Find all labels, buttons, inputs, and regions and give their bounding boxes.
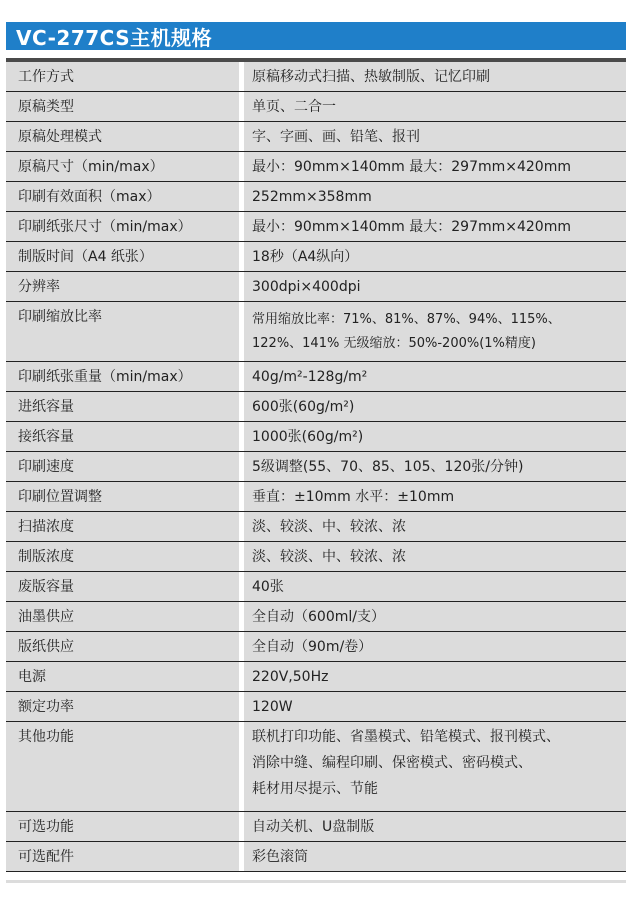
spec-value [244, 662, 626, 691]
spec-value-line: 耗材用尽提示、节能 [252, 781, 378, 797]
spec-table [6, 58, 626, 872]
spec-value [244, 122, 626, 151]
spec-row [6, 272, 626, 302]
spec-value-line: 120W [252, 699, 293, 715]
spec-label: 印刷纸张尺寸（min/max） [6, 212, 239, 241]
spec-value [244, 572, 626, 601]
spec-label: 印刷位置调整 [6, 482, 239, 511]
spec-value [244, 242, 626, 271]
spec-value-line: 252mm×358mm [252, 189, 372, 205]
spec-row [6, 62, 626, 92]
spec-label: 其他功能 [6, 722, 239, 811]
spec-row [6, 542, 626, 572]
spec-value [244, 452, 626, 481]
spec-label: 额定功率 [6, 692, 239, 721]
table-bottom-strip [6, 880, 626, 883]
spec-row [6, 572, 626, 602]
spec-label: 进纸容量 [6, 392, 239, 421]
spec-value-line: 122%、141% 无级缩放：50%-200%(1%精度) [252, 336, 536, 351]
spec-value-line: 彩色滚筒 [252, 849, 308, 865]
spec-value [244, 92, 626, 121]
spec-label: 工作方式 [6, 62, 239, 91]
spec-row [6, 242, 626, 272]
spec-label: 原稿处理模式 [6, 122, 239, 151]
spec-value-line: 字、字画、画、铅笔、报刊 [252, 129, 420, 145]
spec-row [6, 392, 626, 422]
spec-value [244, 722, 626, 811]
spec-label: 可选功能 [6, 812, 239, 841]
spec-value [244, 512, 626, 541]
spec-row [6, 812, 626, 842]
spec-row [6, 692, 626, 722]
spec-row [6, 452, 626, 482]
spec-value-line: 最小：90mm×140mm 最大：297mm×420mm [252, 219, 571, 235]
spec-row [6, 842, 626, 872]
spec-row [6, 92, 626, 122]
spec-label: 原稿类型 [6, 92, 239, 121]
spec-value-line: 5级调整(55、70、85、105、120张/分钟) [252, 459, 524, 475]
spec-row [6, 602, 626, 632]
spec-label: 分辨率 [6, 272, 239, 301]
spec-value-line: 原稿移动式扫描、热敏制版、记忆印刷 [252, 69, 490, 85]
spec-value-line: 常用缩放比率：71%、81%、87%、94%、115%、 [252, 312, 561, 327]
spec-value-line: 垂直：±10mm 水平：±10mm [252, 489, 455, 505]
spec-value [244, 812, 626, 841]
spec-value [244, 62, 626, 91]
spec-value [244, 212, 626, 241]
spec-label: 印刷纸张重量（min/max） [6, 362, 239, 391]
spec-value [244, 152, 626, 181]
spec-value [244, 482, 626, 511]
spec-value [244, 842, 626, 871]
spec-row [6, 512, 626, 542]
spec-row [6, 422, 626, 452]
spec-value [244, 542, 626, 571]
spec-value-line: 单页、二合一 [252, 99, 336, 115]
spec-row [6, 122, 626, 152]
spec-value-line: 40g/m²-128g/m² [252, 369, 368, 385]
spec-label: 废版容量 [6, 572, 239, 601]
spec-value-line: 600张(60g/m²) [252, 399, 355, 415]
spec-value-line: 自动关机、U盘制版 [252, 819, 375, 835]
spec-value-line: 全自动（90m/卷） [252, 639, 373, 655]
spec-label: 印刷有效面积（max） [6, 182, 239, 211]
page-title: VC-277CS主机规格 [16, 25, 213, 50]
spec-value-line: 220V,50Hz [252, 669, 329, 685]
spec-value-line: 淡、较淡、中、较浓、浓 [252, 549, 406, 565]
spec-label: 印刷速度 [6, 452, 239, 481]
spec-header-bar [6, 22, 626, 50]
spec-label: 制版时间（A4 纸张） [6, 242, 239, 271]
spec-label: 扫描浓度 [6, 512, 239, 541]
spec-value-line: 最小：90mm×140mm 最大：297mm×420mm [252, 159, 571, 175]
spec-value-line: 300dpi×400dpi [252, 279, 361, 295]
spec-value [244, 422, 626, 451]
spec-label: 可选配件 [6, 842, 239, 871]
spec-row [6, 632, 626, 662]
spec-value-line: 消除中缝、编程印刷、保密模式、密码模式、 [252, 755, 532, 771]
spec-value [244, 362, 626, 391]
spec-row [6, 662, 626, 692]
spec-row [6, 722, 626, 812]
spec-value-line: 淡、较淡、中、较浓、浓 [252, 519, 406, 535]
spec-label: 电源 [6, 662, 239, 691]
spec-row [6, 212, 626, 242]
spec-label: 原稿尺寸（min/max） [6, 152, 239, 181]
spec-row [6, 152, 626, 182]
spec-value [244, 302, 626, 361]
spec-label: 制版浓度 [6, 542, 239, 571]
spec-value [244, 632, 626, 661]
spec-value-line: 联机打印功能、省墨模式、铅笔模式、报刊模式、 [252, 729, 560, 745]
spec-value-line: 40张 [252, 579, 284, 595]
spec-value [244, 182, 626, 211]
spec-row [6, 182, 626, 212]
spec-value [244, 602, 626, 631]
spec-row [6, 362, 626, 392]
spec-label: 油墨供应 [6, 602, 239, 631]
spec-label: 版纸供应 [6, 632, 239, 661]
spec-row [6, 482, 626, 512]
spec-value-line: 1000张(60g/m²) [252, 429, 364, 445]
spec-value [244, 392, 626, 421]
spec-label: 接纸容量 [6, 422, 239, 451]
spec-row [6, 302, 626, 362]
spec-label: 印刷缩放比率 [6, 302, 239, 361]
spec-value [244, 692, 626, 721]
spec-value-line: 18秒（A4纵向） [252, 249, 359, 265]
spec-value-line: 全自动（600ml/支） [252, 609, 385, 625]
spec-value [244, 272, 626, 301]
